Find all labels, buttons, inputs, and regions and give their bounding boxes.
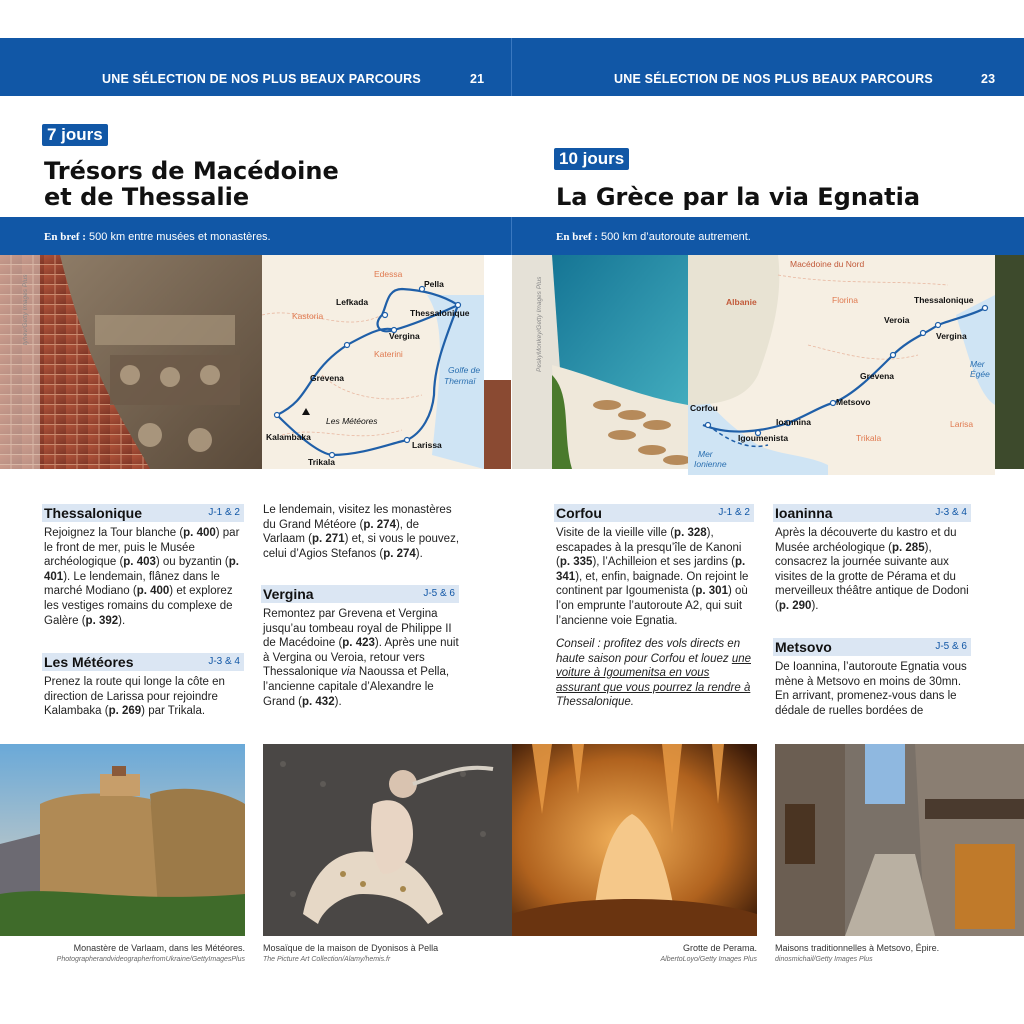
photo-mosaic-drawing (263, 744, 512, 936)
map-label-larissa: Larissa (412, 440, 442, 450)
section-corfou (554, 504, 754, 522)
map-label-albanie: Albanie (726, 297, 757, 307)
section-metsovo (773, 638, 971, 656)
text-metsovo: De Ioannina, l’autoroute Egnatia vous mène à Metsovo en moins de 30mn. En arrivant, promenez-vous dans le dédale de ruelles bordées de (775, 661, 967, 717)
summary-divider (511, 217, 512, 255)
map-label-katerini: Katerini (374, 349, 403, 359)
page-divider (511, 38, 512, 96)
map-label-igoumenista: Igoumenista (738, 433, 789, 443)
right-running-title: UNE SÉLECTION DE NOS PLUS BEAUX PARCOURS (614, 72, 933, 86)
section-days: J-5 & 6 (423, 588, 455, 599)
caption-varlaam: Monastère de Varlaam, dans les Météores. (73, 943, 245, 953)
map-label-thessalonique-r: Thessalonique (914, 295, 974, 305)
text-corfou: Visite de la vieille ville (p. 328), escapades à la presqu’île de Kanoni (p. 335), l’Achilleion et ses jardins (p. 341), et, enfin, baignade. On rejoint le continent par Igoumenista (p. 301) où l’on emprunte l’autoroute A2, qui suit l’ancienne voie Egnatia. (556, 527, 749, 627)
map-label-mer-egee-2: Égée (970, 369, 990, 379)
left-summary (44, 231, 271, 243)
section-name: Metsovo (775, 639, 832, 655)
header-band (0, 38, 1024, 96)
section-name: Vergina (263, 586, 314, 602)
text-vergina: Remontez par Grevena et Vergina jusqu’au tombeau royal de Philippe II de Macédoine (p. 423). Après une nuit à Vergina ou Veroia, retour vers Thessalonique via Naoussa et Pella, l’ancienne capitale d’Alexandre le Grand (p. 432). (263, 608, 459, 708)
section-meteores (42, 653, 244, 671)
map-label-trikala: Trikala (308, 457, 335, 467)
map-label-metsovo: Metsovo (836, 397, 871, 407)
section-days: J-3 & 4 (208, 656, 240, 667)
map-label-ioannina: Ioannina (776, 417, 811, 427)
section-thessalonique (42, 504, 244, 522)
section-ioaninna (773, 504, 971, 522)
text-meteores: Prenez la route qui longe la côte en direction de Larissa pour rejoindre Kalambaka (p. 269) par Trikala. (44, 676, 225, 718)
map-label-thermai: Thermaï (444, 376, 476, 386)
photo-perama-drawing (512, 744, 757, 936)
photo-mosaic (263, 744, 512, 936)
credit-mosaic: The Picture Art Collection/Alamy/hemis.fr (263, 956, 391, 963)
credit-metsovo: dinosmichail/Getty Images Plus (775, 956, 873, 963)
left-map-edge-photo (484, 380, 511, 469)
caption-metsovo: Maisons traditionnelles à Metsovo, Épire. (775, 943, 940, 953)
map-label-florina: Florina (832, 295, 858, 305)
caption-mosaic: Mosaïque de la maison de Dyonisos à Pella (263, 943, 439, 953)
text-conseil: Conseil : profitez des vols directs en haute saison pour Corfou et louez une voiture à Igoumenitsa en vous assurant que vous pourrez la rendre à Thessalonique. (556, 638, 751, 709)
map-label-kastoria: Kastoria (292, 311, 324, 321)
left-running-title: UNE SÉLECTION DE NOS PLUS BEAUX PARCOURS (102, 72, 421, 86)
photo-varlaam-drawing (0, 744, 245, 936)
section-name: Ioaninna (775, 505, 833, 521)
map-label-lefkada: Lefkada (336, 297, 369, 307)
left-title-line1: Trésors de Macédoine (44, 157, 339, 185)
section-days: J-3 & 4 (935, 507, 967, 518)
photo-metsovo-drawing (775, 744, 1024, 936)
map-label-thessalonique: Thessalonique (410, 308, 470, 318)
left-summary-text: 500 km entre musées et monastères. (89, 231, 271, 243)
section-days: J-1 & 2 (208, 507, 240, 518)
section-name: Les Météores (44, 654, 134, 670)
right-duration-badge: 10 jours (554, 148, 629, 170)
map-label-macedoine: Macédoine du Nord (790, 259, 865, 269)
section-days: J-5 & 6 (935, 641, 967, 652)
map-label-larisa: Larisa (950, 419, 974, 429)
map-label-trikala-r: Trikala (856, 433, 882, 443)
map-label-pella: Pella (424, 279, 444, 289)
map-label-veroia: Veroia (884, 315, 910, 325)
left-duration-badge: 7 jours (42, 124, 108, 146)
caption-perama: Grotte de Perama. (682, 943, 757, 953)
credit-varlaam: PhotographerandvideographerfromUkraine/GettyImagesPlus (56, 956, 245, 963)
photo-perama (512, 744, 757, 936)
right-summary-text: 500 km d’autoroute autrement. (601, 231, 751, 243)
left-title-line2: et de Thessalie (44, 183, 250, 211)
section-vergina (261, 585, 459, 603)
right-map-drawing (688, 255, 995, 475)
photo-varlaam (0, 744, 245, 936)
right-title: La Grèce par la via Egnatia (556, 183, 921, 211)
section-name: Corfou (556, 505, 602, 521)
right-page-number: 23 (981, 72, 996, 86)
map-label-grevena-r: Grevena (860, 371, 895, 381)
photo-metsovo (775, 744, 1024, 936)
right-map-edge-photo (995, 255, 1024, 469)
section-name: Thessalonique (44, 505, 143, 521)
map-label-vergina: Vergina (389, 331, 420, 341)
right-summary-label: En bref : (556, 231, 598, 243)
section-days: J-1 & 2 (718, 507, 750, 518)
text-thessalonique: Rejoignez la Tour blanche (p. 400) par le front de mer, puis le Musée archéologique (p. 403) ou byzantin (p. 401). Le lendemain, flânez dans le marché Modiano (p. 400) et explorez les vestiges romains du complexe de Galère (p. 392). (44, 527, 240, 627)
map-label-grevena: Grevena (310, 373, 345, 383)
arch-photo (0, 255, 262, 469)
right-top-photo-credit: PeskyMonkey/Getty Images Plus (536, 276, 543, 372)
map-label-golfe: Golfe de (448, 365, 481, 375)
left-page-number: 21 (470, 72, 485, 86)
map-label-mer-ion-2: Ionienne (694, 459, 727, 469)
map-label-meteores: Les Météores (326, 416, 378, 426)
map-label-mer-ion-1: Mer (698, 449, 713, 459)
right-summary (556, 231, 751, 243)
map-label-vergina-r: Vergina (936, 331, 967, 341)
left-summary-label: En bref : (44, 231, 86, 243)
arch-photo-drawing (0, 255, 262, 469)
credit-perama: AlbertoLoyo/Getty Images Plus (660, 956, 757, 963)
left-top-photo-credit: tyhev/Getty Images Plus (22, 274, 29, 345)
map-label-kalambaka: Kalambaka (266, 432, 311, 442)
text-ioaninna: Après la découverte du kastro et du Musée archéologique (p. 285), consacrez la journée suivante aux visites de la grotte de Pérama et du merveilleux théâtre antique de Dodoni (p. 290). (775, 527, 969, 612)
map-label-corfou: Corfou (690, 403, 718, 413)
text-meteores-cont: Le lendemain, visitez les monastères du Grand Météore (p. 274), de Varlaam (p. 271) et, si vous le pouvez, celui d’Agios Stefanos (p. 274). (263, 504, 460, 560)
map-label-edessa: Edessa (374, 269, 403, 279)
right-route-map (688, 255, 995, 475)
map-label-mer-egee-1: Mer (970, 359, 985, 369)
left-route-map (262, 255, 484, 469)
